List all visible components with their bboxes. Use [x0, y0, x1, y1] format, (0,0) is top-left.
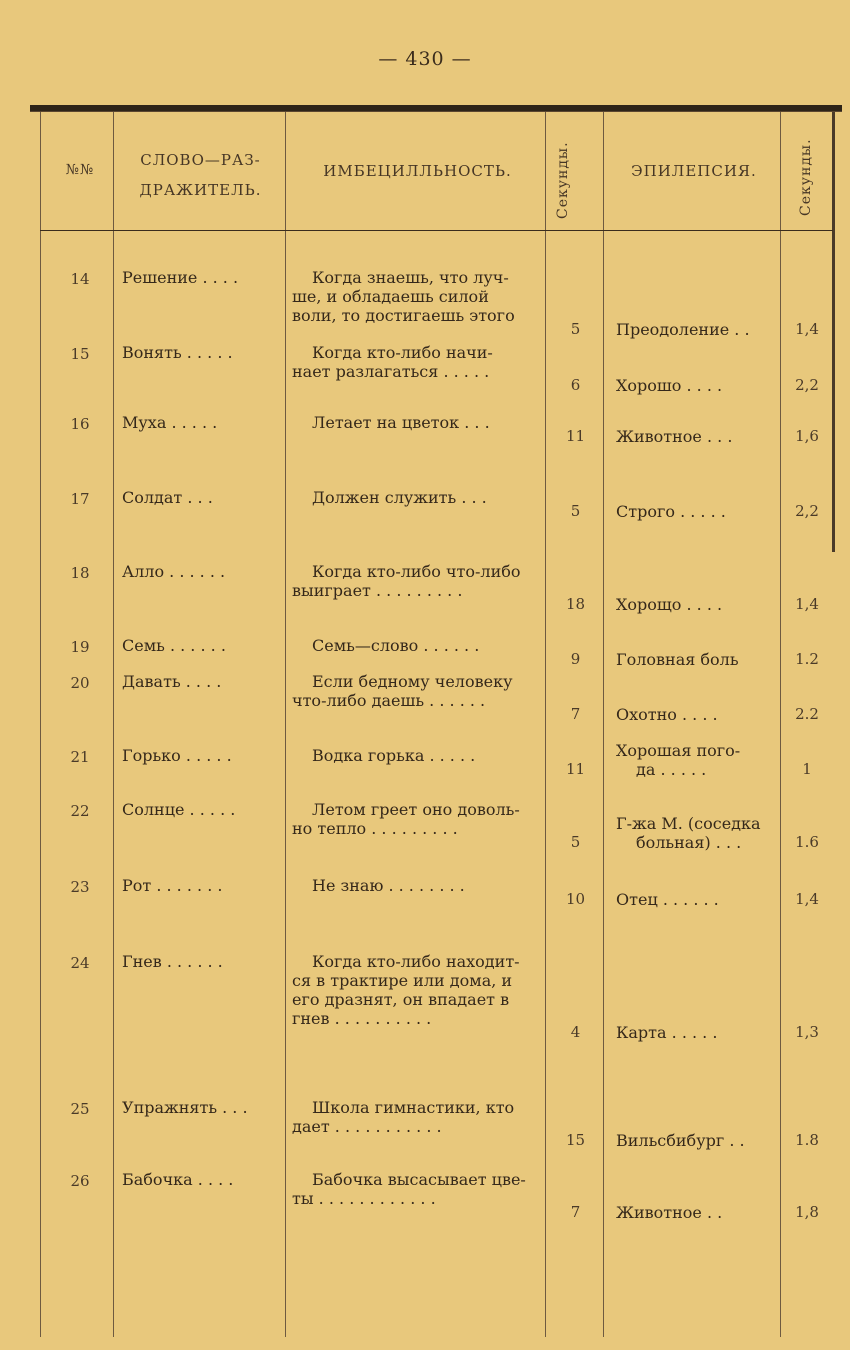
seconds-epileptic: 1,4 — [795, 890, 819, 908]
row-number: 22 — [70, 802, 90, 820]
seconds-epileptic: 2,2 — [795, 376, 819, 394]
imbecile-response-line: что-либо даешь . . . . . . — [292, 691, 486, 710]
seconds-epileptic: 2,2 — [795, 502, 819, 520]
seconds-epileptic: 1.8 — [795, 1131, 819, 1149]
seconds-imbecile: 5 — [570, 320, 581, 338]
epileptic-response-line: Головная боль — [616, 650, 739, 669]
row-number: 15 — [70, 345, 90, 363]
epileptic-response-line: Отец . . . . . . — [616, 890, 719, 909]
seconds-epileptic: 1,4 — [795, 320, 819, 338]
epileptic-response-line: Карта . . . . . — [616, 1023, 718, 1042]
imbecile-response-line: Школа гимнастики, кто — [312, 1098, 515, 1117]
seconds-epileptic: 1,6 — [795, 427, 819, 445]
imbecile-response-line: воли, то достигаешь этого — [292, 306, 515, 325]
epileptic-response-line: больная) . . . — [636, 833, 742, 852]
imbecile-response-line: Летает на цветок . . . — [312, 413, 490, 432]
row-number: 24 — [70, 954, 90, 972]
stimulus-word: Давать . . . . — [122, 672, 222, 691]
column-divider — [113, 112, 114, 1337]
seconds-epileptic: 1 — [802, 760, 812, 778]
epileptic-response-line: Строго . . . . . — [616, 502, 726, 521]
row-number: 19 — [70, 638, 90, 656]
seconds-epileptic: 1,3 — [795, 1023, 819, 1041]
seconds-epileptic: 1.6 — [795, 833, 819, 851]
stimulus-word: Гнев . . . . . . — [122, 952, 223, 971]
table-border-left — [40, 112, 41, 1337]
seconds-imbecile: 11 — [565, 427, 586, 445]
imbecile-response-line: нает разлагаться . . . . . — [292, 362, 490, 381]
seconds-epileptic: 2.2 — [795, 705, 819, 723]
seconds-imbecile: 5 — [570, 502, 581, 520]
imbecile-response-line: ты . . . . . . . . . . . . — [292, 1189, 436, 1208]
table-top-rule — [30, 105, 842, 112]
seconds-epileptic: 1.2 — [795, 650, 819, 668]
column-divider — [285, 112, 286, 1337]
header-num: №№ — [65, 162, 95, 178]
imbecile-response-line: Летом греет оно доволь- — [312, 800, 520, 819]
seconds-imbecile: 7 — [570, 705, 581, 723]
header-imbecility: ИМБЕЦИЛЛЬНОСТЬ. — [323, 162, 512, 180]
imbecile-response-line: Должен служить . . . — [312, 488, 487, 507]
epileptic-response-line: Вильсбибург . . — [616, 1131, 745, 1150]
row-number: 21 — [70, 748, 90, 766]
imbecile-response-line: гнев . . . . . . . . . . — [292, 1009, 432, 1028]
imbecile-response-line: но тепло . . . . . . . . . — [292, 819, 458, 838]
header-epilepsy: ЭПИЛЕПСИЯ. — [631, 162, 757, 180]
stimulus-word: Бабочка . . . . — [122, 1170, 234, 1189]
imbecile-response-line: ся в трактире или дома, и — [292, 971, 513, 990]
seconds-epileptic: 1,8 — [795, 1203, 819, 1221]
seconds-epileptic: 1,4 — [795, 595, 819, 613]
seconds-imbecile: 4 — [570, 1023, 581, 1041]
imbecile-response-line: Бабочка высасывает цве- — [312, 1170, 526, 1189]
stimulus-word: Солдат . . . — [122, 488, 213, 507]
stimulus-word: Рот . . . . . . . — [122, 876, 223, 895]
stimulus-word: Горько . . . . . — [122, 746, 232, 765]
column-divider — [545, 112, 546, 1337]
header-seconds-2: Секунды. — [798, 138, 814, 217]
column-divider — [780, 112, 781, 1337]
imbecile-response-line: его дразнят, он впадает в — [292, 990, 510, 1009]
row-number: 20 — [70, 674, 90, 692]
row-number: 18 — [70, 564, 90, 582]
imbecile-response-line: Если бедному человеку — [312, 672, 513, 691]
epileptic-response-line: да . . . . . — [636, 760, 707, 779]
seconds-imbecile: 5 — [570, 833, 581, 851]
imbecile-response-line: Когда кто-либо находит- — [312, 952, 520, 971]
imbecile-response-line: Семь—слово . . . . . . — [312, 636, 480, 655]
stimulus-word: Вонять . . . . . — [122, 343, 233, 362]
seconds-imbecile: 11 — [565, 760, 586, 778]
seconds-imbecile: 10 — [565, 890, 586, 908]
seconds-imbecile: 6 — [570, 376, 581, 394]
seconds-imbecile: 15 — [565, 1131, 586, 1149]
epileptic-response-line: Охотно . . . . — [616, 705, 718, 724]
imbecile-response-line: дает . . . . . . . . . . . — [292, 1117, 442, 1136]
header-word: СЛОВО—РАЗ- ДРАЖИТЕЛЬ. — [139, 151, 262, 199]
epileptic-response-line: Хорошо . . . . — [616, 376, 723, 395]
row-number: 26 — [70, 1172, 90, 1190]
epileptic-response-line: Г-жа М. (соседка — [616, 814, 761, 833]
row-number: 17 — [70, 490, 90, 508]
seconds-imbecile: 18 — [565, 595, 586, 613]
row-number: 14 — [70, 270, 90, 288]
imbecile-response-line: ше, и обладаешь силой — [292, 287, 489, 306]
header-bottom-rule — [40, 230, 833, 231]
column-divider — [603, 112, 604, 1337]
header-seconds-1: Секунды. — [555, 141, 571, 219]
epileptic-response-line: Хорошая пого- — [616, 741, 741, 760]
imbecile-response-line: Водка горька . . . . . — [312, 746, 476, 765]
stimulus-word: Упражнять . . . — [122, 1098, 248, 1117]
page-number: — 430 — — [378, 48, 472, 70]
epileptic-response-line: Животное . . . — [616, 427, 733, 446]
imbecile-response-line: выиграет . . . . . . . . . — [292, 581, 463, 600]
imbecile-response-line: Когда знаешь, что луч- — [312, 268, 509, 287]
epileptic-response-line: Хорощо . . . . — [616, 595, 723, 614]
stimulus-word: Алло . . . . . . — [122, 562, 226, 581]
seconds-imbecile: 7 — [570, 1203, 581, 1221]
table-border-right — [832, 112, 835, 552]
imbecile-response-line: Не знаю . . . . . . . . — [312, 876, 465, 895]
epileptic-response-line: Животное . . — [616, 1203, 723, 1222]
stimulus-word: Семь . . . . . . — [122, 636, 226, 655]
imbecile-response-line: Когда кто-либо что-либо — [312, 562, 521, 581]
stimulus-word: Солнце . . . . . — [122, 800, 236, 819]
stimulus-word: Решение . . . . — [122, 268, 239, 287]
epileptic-response-line: Преодоление . . — [616, 320, 750, 339]
row-number: 25 — [70, 1100, 90, 1118]
seconds-imbecile: 9 — [570, 650, 581, 668]
row-number: 16 — [70, 415, 90, 433]
stimulus-word: Муха . . . . . — [122, 413, 218, 432]
imbecile-response-line: Когда кто-либо начи- — [312, 343, 493, 362]
row-number: 23 — [70, 878, 90, 896]
